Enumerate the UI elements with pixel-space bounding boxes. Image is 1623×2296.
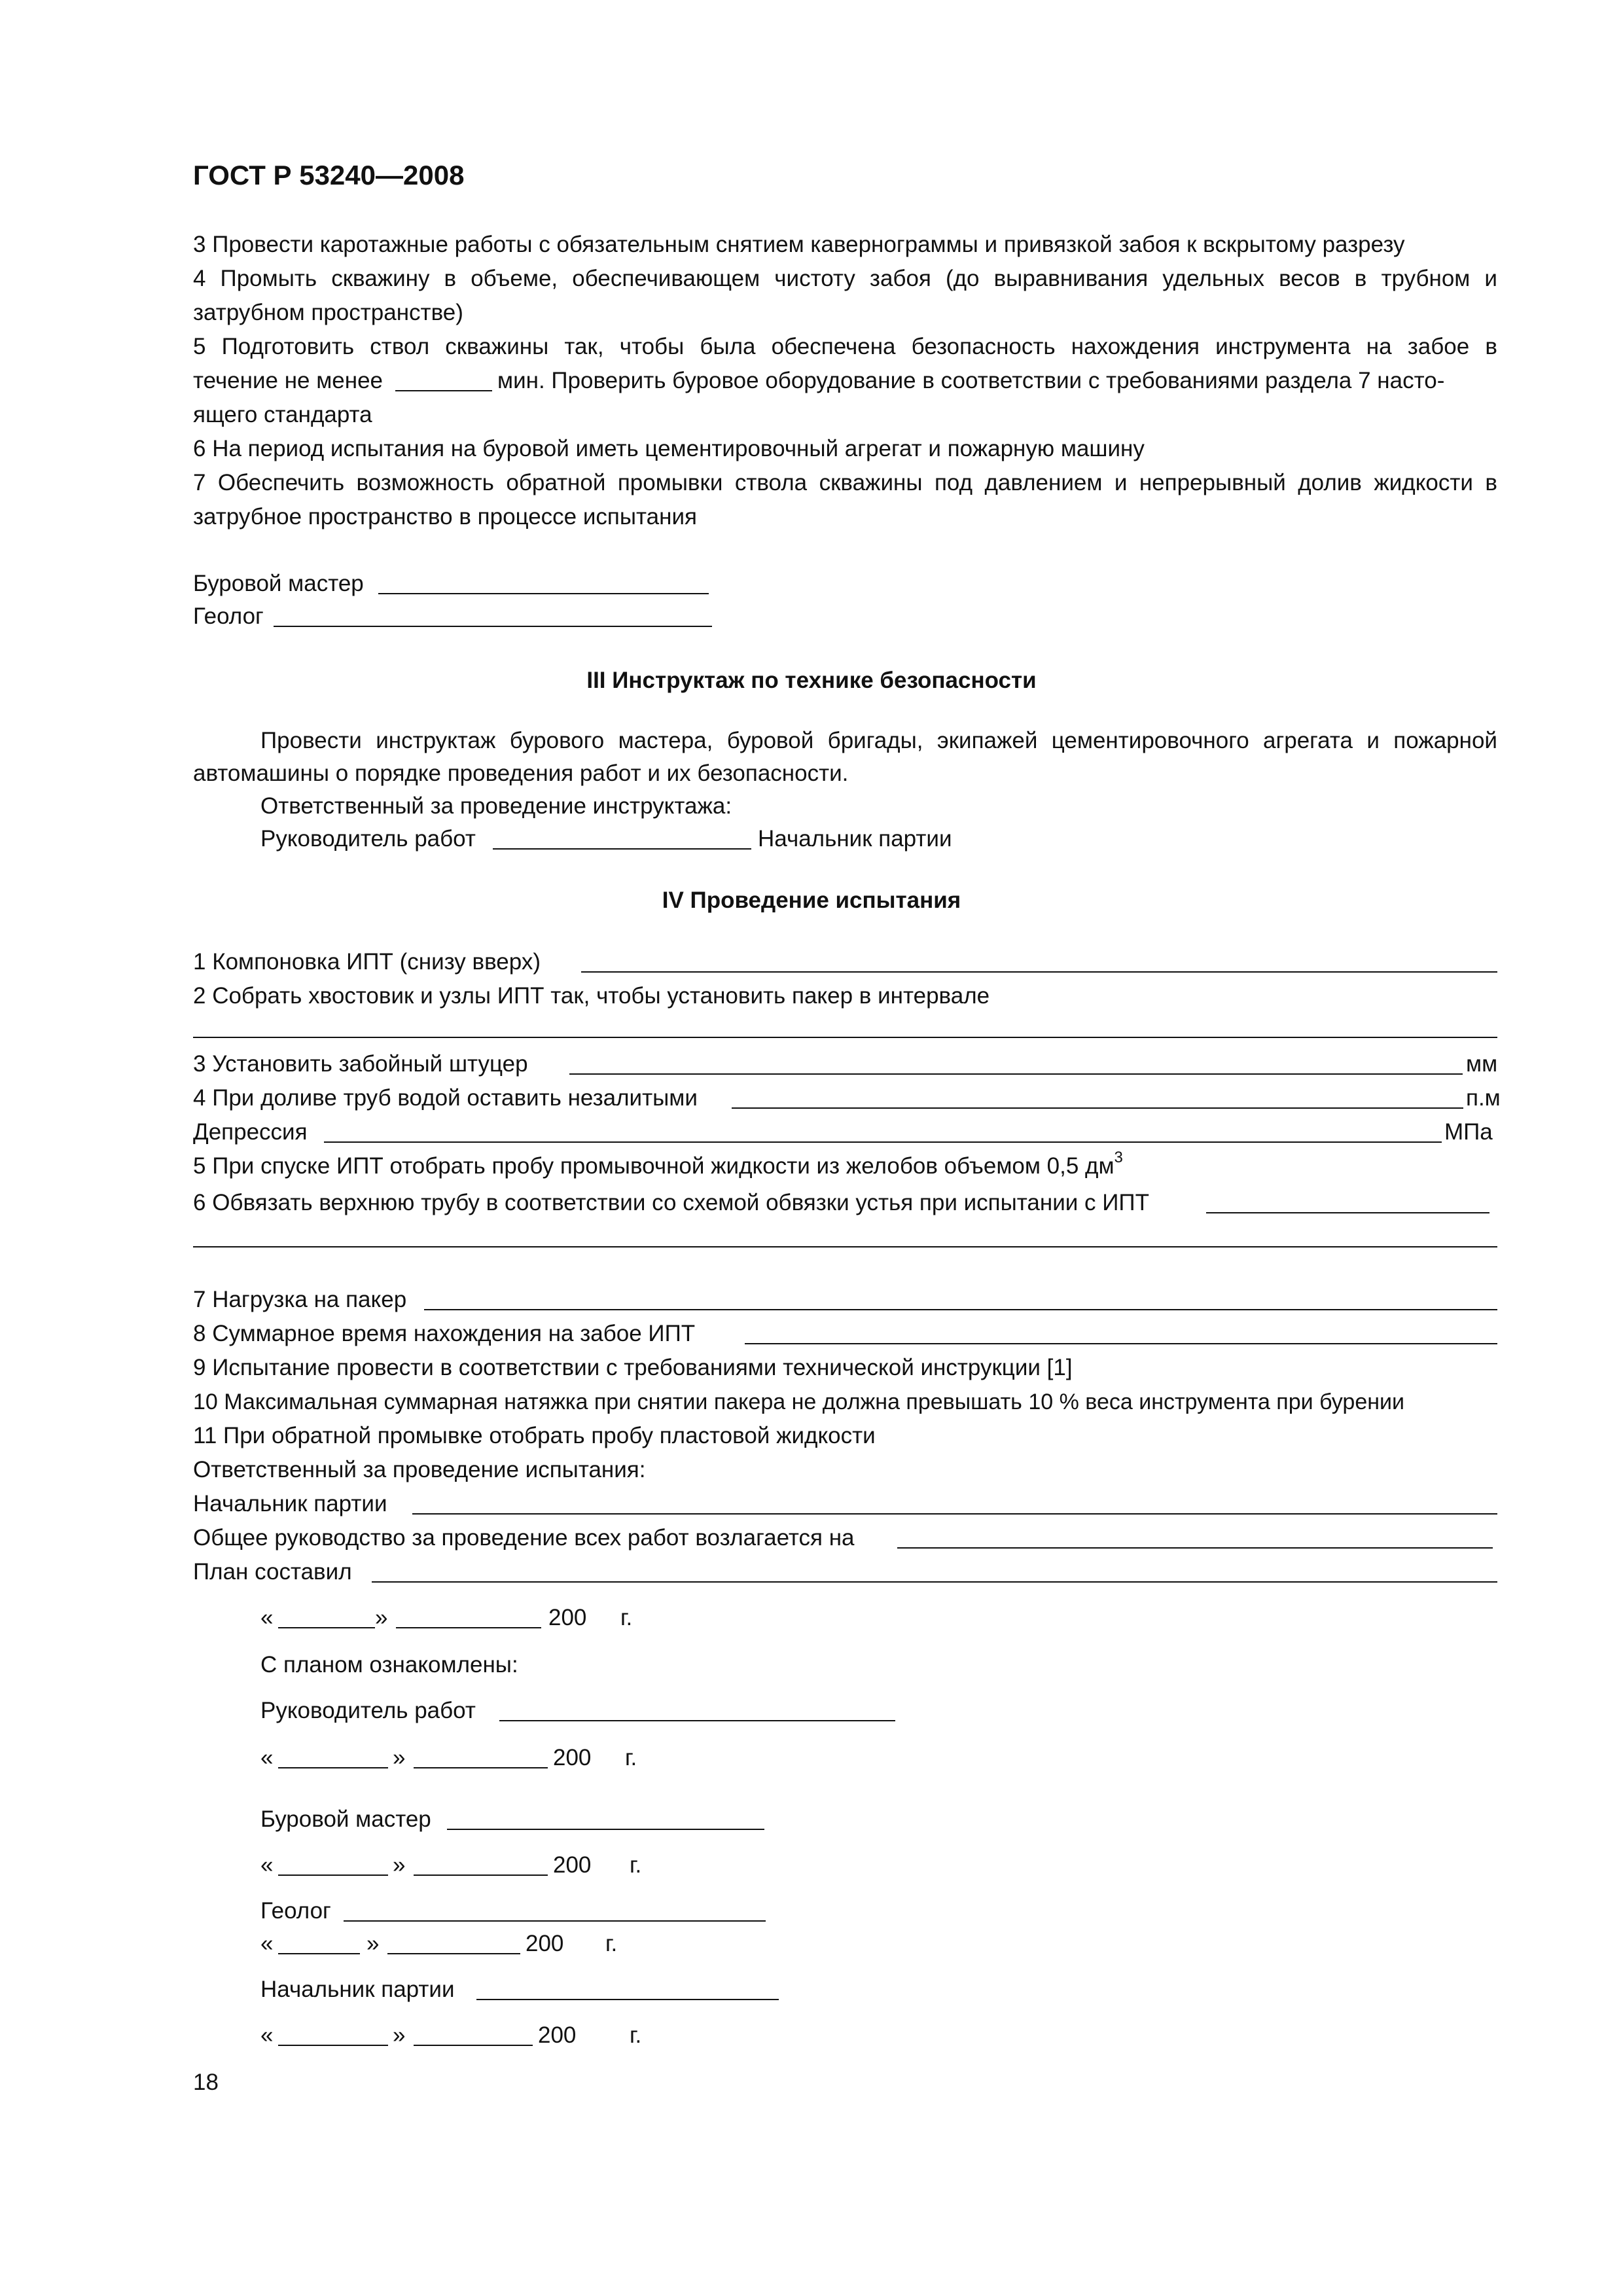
test-responsible-label: Ответственный за проведение испытания:	[193, 1457, 646, 1482]
geologist-label: Геолог	[193, 603, 264, 629]
choke-unit-mm: мм	[1466, 1051, 1498, 1077]
tool-assembly-field[interactable]	[581, 971, 1497, 973]
test-item-3-label: 3 Установить забойный штуцер	[193, 1051, 528, 1077]
date1-day-field[interactable]	[278, 1627, 375, 1628]
date2-month-field[interactable]	[414, 1767, 548, 1768]
date5-day-field[interactable]	[278, 2045, 388, 2046]
geologist-signature-field[interactable]	[274, 626, 712, 627]
item-5-line1: 5 Подготовить ствол скважины так, чтобы была обеспечена безопасность нахождения инструмента на забое в	[193, 334, 1497, 359]
date5-year: 200	[538, 2022, 577, 2048]
wellhead-scheme-field-1[interactable]	[1206, 1212, 1489, 1213]
general-management-label: Общее руководство за проведение всех работ возлагается на	[193, 1525, 855, 1551]
briefing-party-chief-label: Начальник партии	[758, 826, 952, 852]
wellhead-scheme-field-2[interactable]	[193, 1246, 1497, 1247]
plan-by-field[interactable]	[372, 1581, 1497, 1583]
test-item-9-label: 9 Испытание провести в соответствии с требованиями технической инструкции [1]	[193, 1355, 1073, 1380]
test-item-5-text: 5 При спуске ИПТ отобрать пробу промывочной жидкости из желобов объемом 0,5 дм	[193, 1153, 1115, 1179]
general-management-field[interactable]	[897, 1547, 1493, 1549]
date5-open-quote: «	[260, 2022, 274, 2048]
item-7-line1: 7 Обеспечить возможность обратной промывки ствола скважины под давлением и непрерывный долив жидкости в	[193, 470, 1497, 495]
test-item-1-label: 1 Компоновка ИПТ (снизу вверх)	[193, 949, 541, 975]
signoff-head-works-label: Руководитель работ	[260, 1698, 476, 1723]
standard-code: ГОСТ Р 53240—2008	[193, 160, 465, 190]
section-3-heading: III Инструктаж по технике безопасности	[586, 668, 1037, 693]
date5-year-suffix: г.	[630, 2022, 642, 2048]
signoff-geologist-field[interactable]	[344, 1920, 766, 1922]
section-3-paragraph-line1: Провести инструктаж бурового мастера, буровой бригады, экипажей цементировочного агрегата и пожарной	[260, 728, 1497, 753]
packer-interval-field[interactable]	[193, 1037, 1497, 1038]
date1-open-quote: «	[260, 1605, 274, 1630]
signoff-party-chief-label: Начальник партии	[260, 1977, 455, 2002]
date4-month-field[interactable]	[387, 1953, 520, 1954]
date4-year: 200	[526, 1931, 564, 1956]
test-item-4-label: 4 При доливе труб водой оставить незалитыми	[193, 1085, 698, 1111]
plan-by-label: План составил	[193, 1559, 352, 1585]
date5-close-quote: »	[393, 2022, 406, 2048]
page-number: 18	[193, 2070, 219, 2095]
depression-unit-mpa: МПа	[1444, 1119, 1493, 1145]
item-5-line2b: мин. Проверить буровое оборудование в соответствии с требованиями раздела 7 насто-	[497, 368, 1445, 393]
date4-year-suffix: г.	[605, 1931, 618, 1956]
item-5-line2a: течение не менее	[193, 368, 383, 393]
briefing-head-works-field[interactable]	[493, 848, 751, 850]
section-3-paragraph-line2: автомашины о порядке проведения работ и их безопасности.	[193, 761, 849, 786]
date2-close-quote: »	[393, 1745, 406, 1770]
unfilled-unit-pm: п.м	[1466, 1085, 1501, 1111]
depression-label: Депрессия	[193, 1119, 308, 1145]
date4-open-quote: «	[260, 1931, 274, 1956]
date4-day-field[interactable]	[278, 1953, 360, 1954]
date3-month-field[interactable]	[414, 1874, 548, 1876]
test-item-6-label: 6 Обвязать верхнюю трубу в соответствии со схемой обвязки устья при испытании с ИПТ	[193, 1190, 1149, 1215]
date3-close-quote: »	[393, 1852, 406, 1878]
date2-day-field[interactable]	[278, 1767, 388, 1768]
briefing-responsible-label: Ответственный за проведение инструктажа:	[260, 793, 732, 819]
date3-year-suffix: г.	[630, 1852, 642, 1878]
drilling-master-signature-field[interactable]	[378, 593, 709, 594]
test-item-11-label: 11 При обратной промывке отобрать пробу пластовой жидкости	[193, 1423, 876, 1448]
date1-close-quote: »	[375, 1605, 388, 1630]
signoff-geologist-label: Геолог	[260, 1898, 331, 1924]
test-item-8-label: 8 Суммарное время нахождения на забое ИПТ	[193, 1321, 696, 1346]
familiarized-label: С планом ознакомлены:	[260, 1652, 518, 1677]
section-4-heading: IV Проведение испытания	[662, 888, 961, 913]
signoff-party-chief-field[interactable]	[476, 1999, 779, 2000]
choke-size-field[interactable]	[569, 1073, 1463, 1075]
date1-month-field[interactable]	[396, 1627, 541, 1628]
signoff-master-label: Буровой мастер	[260, 1806, 431, 1832]
test-item-5-label	[193, 1149, 1123, 1181]
min-duration-field[interactable]	[395, 390, 492, 391]
test-item-7-label: 7 Нагрузка на пакер	[193, 1287, 407, 1312]
test-item-10-label: 10 Максимальная суммарная натяжка при снятии пакера не должна превышать 10 % веса инструмента при бурении	[193, 1390, 1404, 1414]
date2-year-suffix: г.	[625, 1745, 637, 1770]
test-party-chief-label: Начальник партии	[193, 1491, 387, 1516]
item-4-line1: 4 Промыть скважину в объеме, обеспечивающем чистоту забоя (до выравнивания удельных весов в трубном и	[193, 266, 1497, 291]
date2-year: 200	[553, 1745, 592, 1770]
date5-month-field[interactable]	[414, 2045, 533, 2046]
test-party-chief-field[interactable]	[412, 1513, 1497, 1515]
item-3-text: 3 Провести каротажные работы с обязательным снятием кавернограммы и привязкой забоя к вскрытому разрезу	[193, 232, 1405, 257]
date3-year: 200	[553, 1852, 592, 1878]
signoff-head-works-field[interactable]	[499, 1720, 895, 1721]
item-6-text: 6 На период испытания на буровой иметь цементировочный агрегат и пожарную машину	[193, 436, 1145, 461]
date1-year-suffix: г.	[620, 1605, 633, 1630]
cubic-superscript: 3	[1114, 1149, 1123, 1167]
date2-open-quote: «	[260, 1745, 274, 1770]
depression-field[interactable]	[324, 1141, 1442, 1143]
briefing-head-works-label: Руководитель работ	[260, 826, 476, 852]
item-7-line2: затрубное пространство в процессе испытания	[193, 504, 697, 529]
date4-close-quote: »	[366, 1931, 380, 1956]
drilling-master-label: Буровой мастер	[193, 571, 364, 596]
item-4-line2: затрубном пространстве)	[193, 300, 463, 325]
unfilled-length-field[interactable]	[732, 1107, 1463, 1109]
signoff-master-field[interactable]	[447, 1829, 764, 1830]
test-item-2-label: 2 Собрать хвостовик и узлы ИПТ так, чтобы установить пакер в интервале	[193, 983, 990, 1009]
packer-load-field[interactable]	[424, 1309, 1497, 1310]
bottom-time-field[interactable]	[745, 1343, 1497, 1344]
date3-day-field[interactable]	[278, 1874, 388, 1876]
date1-year: 200	[548, 1605, 587, 1630]
item-5-line3: ящего стандарта	[193, 402, 372, 427]
date3-open-quote: «	[260, 1852, 274, 1878]
